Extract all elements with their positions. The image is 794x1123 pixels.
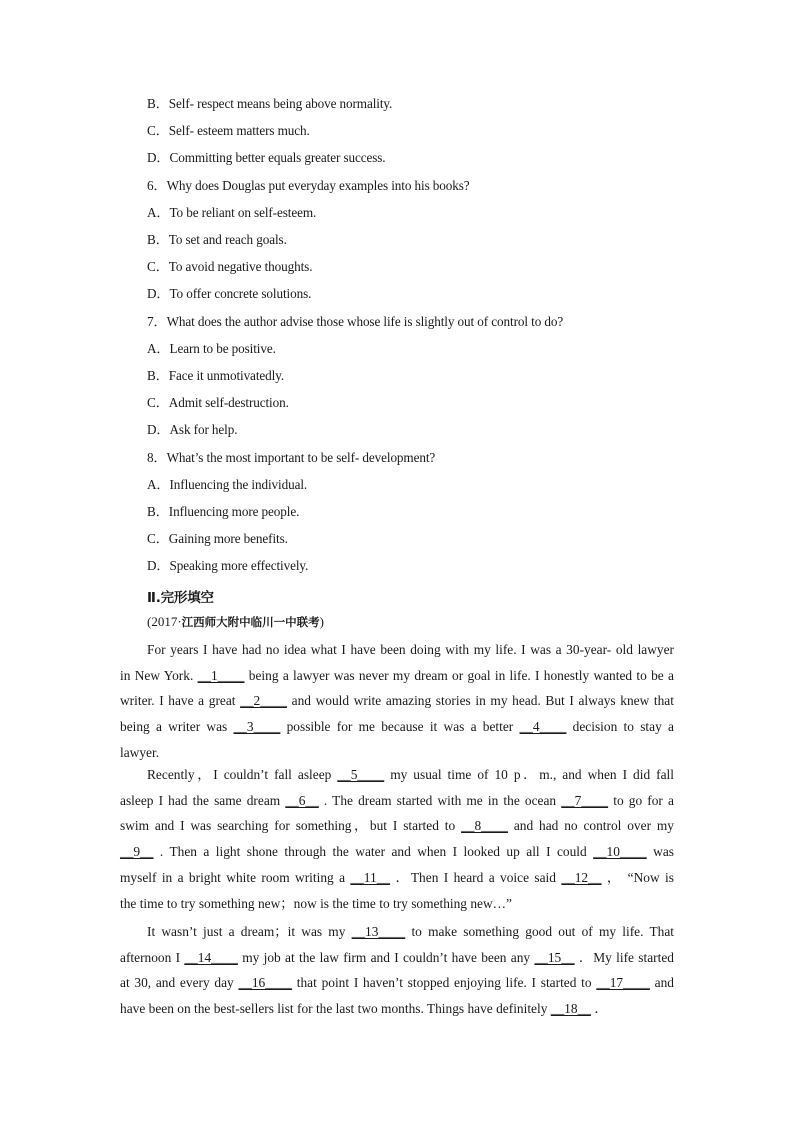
passage-text: in New York. [120,667,194,683]
passage-text: myself in a bright white room writing a [120,869,346,885]
passage-text: have been on the best-sellers list for the last two months. Things have definitely [120,1001,548,1017]
question-line: B．Self- respect means being above normality. [147,96,393,111]
passage-text: that point I haven’t stopped enjoying life. I started to [296,975,592,991]
source-year: (2017· [147,614,182,629]
cloze-blank: __6__ [285,792,319,808]
passage-text: afternoon I [120,949,181,965]
cloze-blank: __3____ [233,719,281,735]
section-title: Ⅱ.完形填空 [147,590,214,606]
question-line: C．Gaining more benefits. [147,531,288,547]
source-name: 江西师大附中临川一中联考 [181,615,320,629]
cloze-blank: __2____ [240,693,288,709]
passage-text: and had no control over my [513,818,675,834]
question-line: C．Admit self-destruction. [147,395,289,411]
passage-text: being a writer was [120,719,228,735]
cloze-blank: __1____ [197,667,245,683]
question-line: D．To offer concrete solutions. [147,286,312,302]
passage-line [120,919,674,945]
question-line: D．Committing better equals greater success. [147,150,386,166]
passage-text: . Then a light shone through the water and when I looked up all I could [159,844,587,860]
question-line: D．Speaking more effectively. [147,558,309,574]
passage-text: asleep I had the same dream [120,792,281,808]
question-line: 6．Why does Douglas put everyday examples into his books? [147,177,470,193]
source-close: ) [319,614,325,629]
passage-line [120,788,674,814]
passage-text: my job at the law firm and I couldn’t have been any [242,949,531,965]
passage-text: possible for me because it was a better [286,719,514,735]
source-note [147,614,324,630]
passage-line [120,945,674,971]
passage-paragraph-2 [120,762,674,916]
passage-text: my usual time of 10 p．m., and when I did fall [390,767,674,782]
passage-text: at 30, and every day [120,975,234,991]
cloze-blank: __18__ [550,1001,591,1017]
passage-line [120,865,674,891]
cloze-blank: __7____ [561,792,609,808]
passage-text: ．Then I heard a voice said [395,869,556,885]
cloze-blank: __17____ [596,975,650,991]
passage-text: being a lawyer was never my dream or goal in life. I honestly wanted to be a [248,667,674,683]
passage-line [120,970,674,996]
question-line: A．To be reliant on self-esteem. [147,204,317,220]
passage-text: lawyer. [120,744,160,760]
passage-text: Recently，I couldn’t fall asleep [147,767,332,782]
passage-text: to go for a [613,792,674,808]
question-line: 8．What’s the most important to be self- development? [147,449,436,465]
passage-line [120,891,674,917]
passage-line [120,813,674,839]
cloze-blank: __15__ [534,949,575,965]
question-line: C．To avoid negative thoughts. [147,259,313,275]
cloze-blank: __10____ [593,844,647,860]
passage-line [120,762,674,788]
question-line: B．To set and reach goals. [147,232,287,247]
passage-text: It wasn’t just a dream；it was my [147,924,346,939]
question-line: B．Influencing more people. [147,504,300,519]
passage-paragraph-1 [120,637,674,766]
passage-text: to make something good out of my life. That [411,924,674,939]
passage-text: and would write amazing stories in my head. But I always knew that [291,693,674,709]
passage-text: ， “Now is [606,869,674,885]
cloze-blank: __14____ [184,949,238,965]
passage-text: ．My life started [578,949,674,965]
passage-line [120,839,674,865]
passage-text: For years I have had no idea what I have been doing with my life. I was a 30-year- old lawyer [147,642,674,657]
question-line: 7．What does the author advise those whose life is slightly out of control to do? [147,313,564,329]
cloze-blank: __16____ [238,975,293,991]
passage-text: decision to stay a [572,719,674,735]
cloze-blank: __9__ [120,844,154,860]
question-line: A．Influencing the individual. [147,476,308,492]
cloze-blank: __12__ [561,869,602,885]
passage-text: and [654,975,674,991]
question-line: D．Ask for help. [147,422,238,438]
passage-line [120,637,674,663]
passage-text: ． [594,1001,608,1017]
cloze-blank: __13____ [351,924,406,939]
passage-text: swim and I was searching for something，but I started to [120,818,456,834]
passage-line [120,996,674,1022]
cloze-blank: __11__ [350,869,391,885]
question-line: C．Self- esteem matters much. [147,123,310,139]
passage-text: . The dream started with me in the ocean [323,792,557,808]
passage-line [120,688,674,714]
passage-text: writer. I have a great [120,693,236,709]
question-line: A．Learn to be positive. [147,340,276,356]
cloze-blank: __5____ [337,767,385,782]
passage-line [120,663,674,689]
passage-text: the time to try something new；now is the time to try something new…” [120,895,512,911]
question-line: B．Face it unmotivatedly. [147,368,285,383]
passage-paragraph-3 [120,919,674,1022]
passage-text: was [653,844,674,860]
passage-line [120,714,674,740]
cloze-blank: __8____ [461,818,508,834]
cloze-blank: __4____ [519,719,567,735]
